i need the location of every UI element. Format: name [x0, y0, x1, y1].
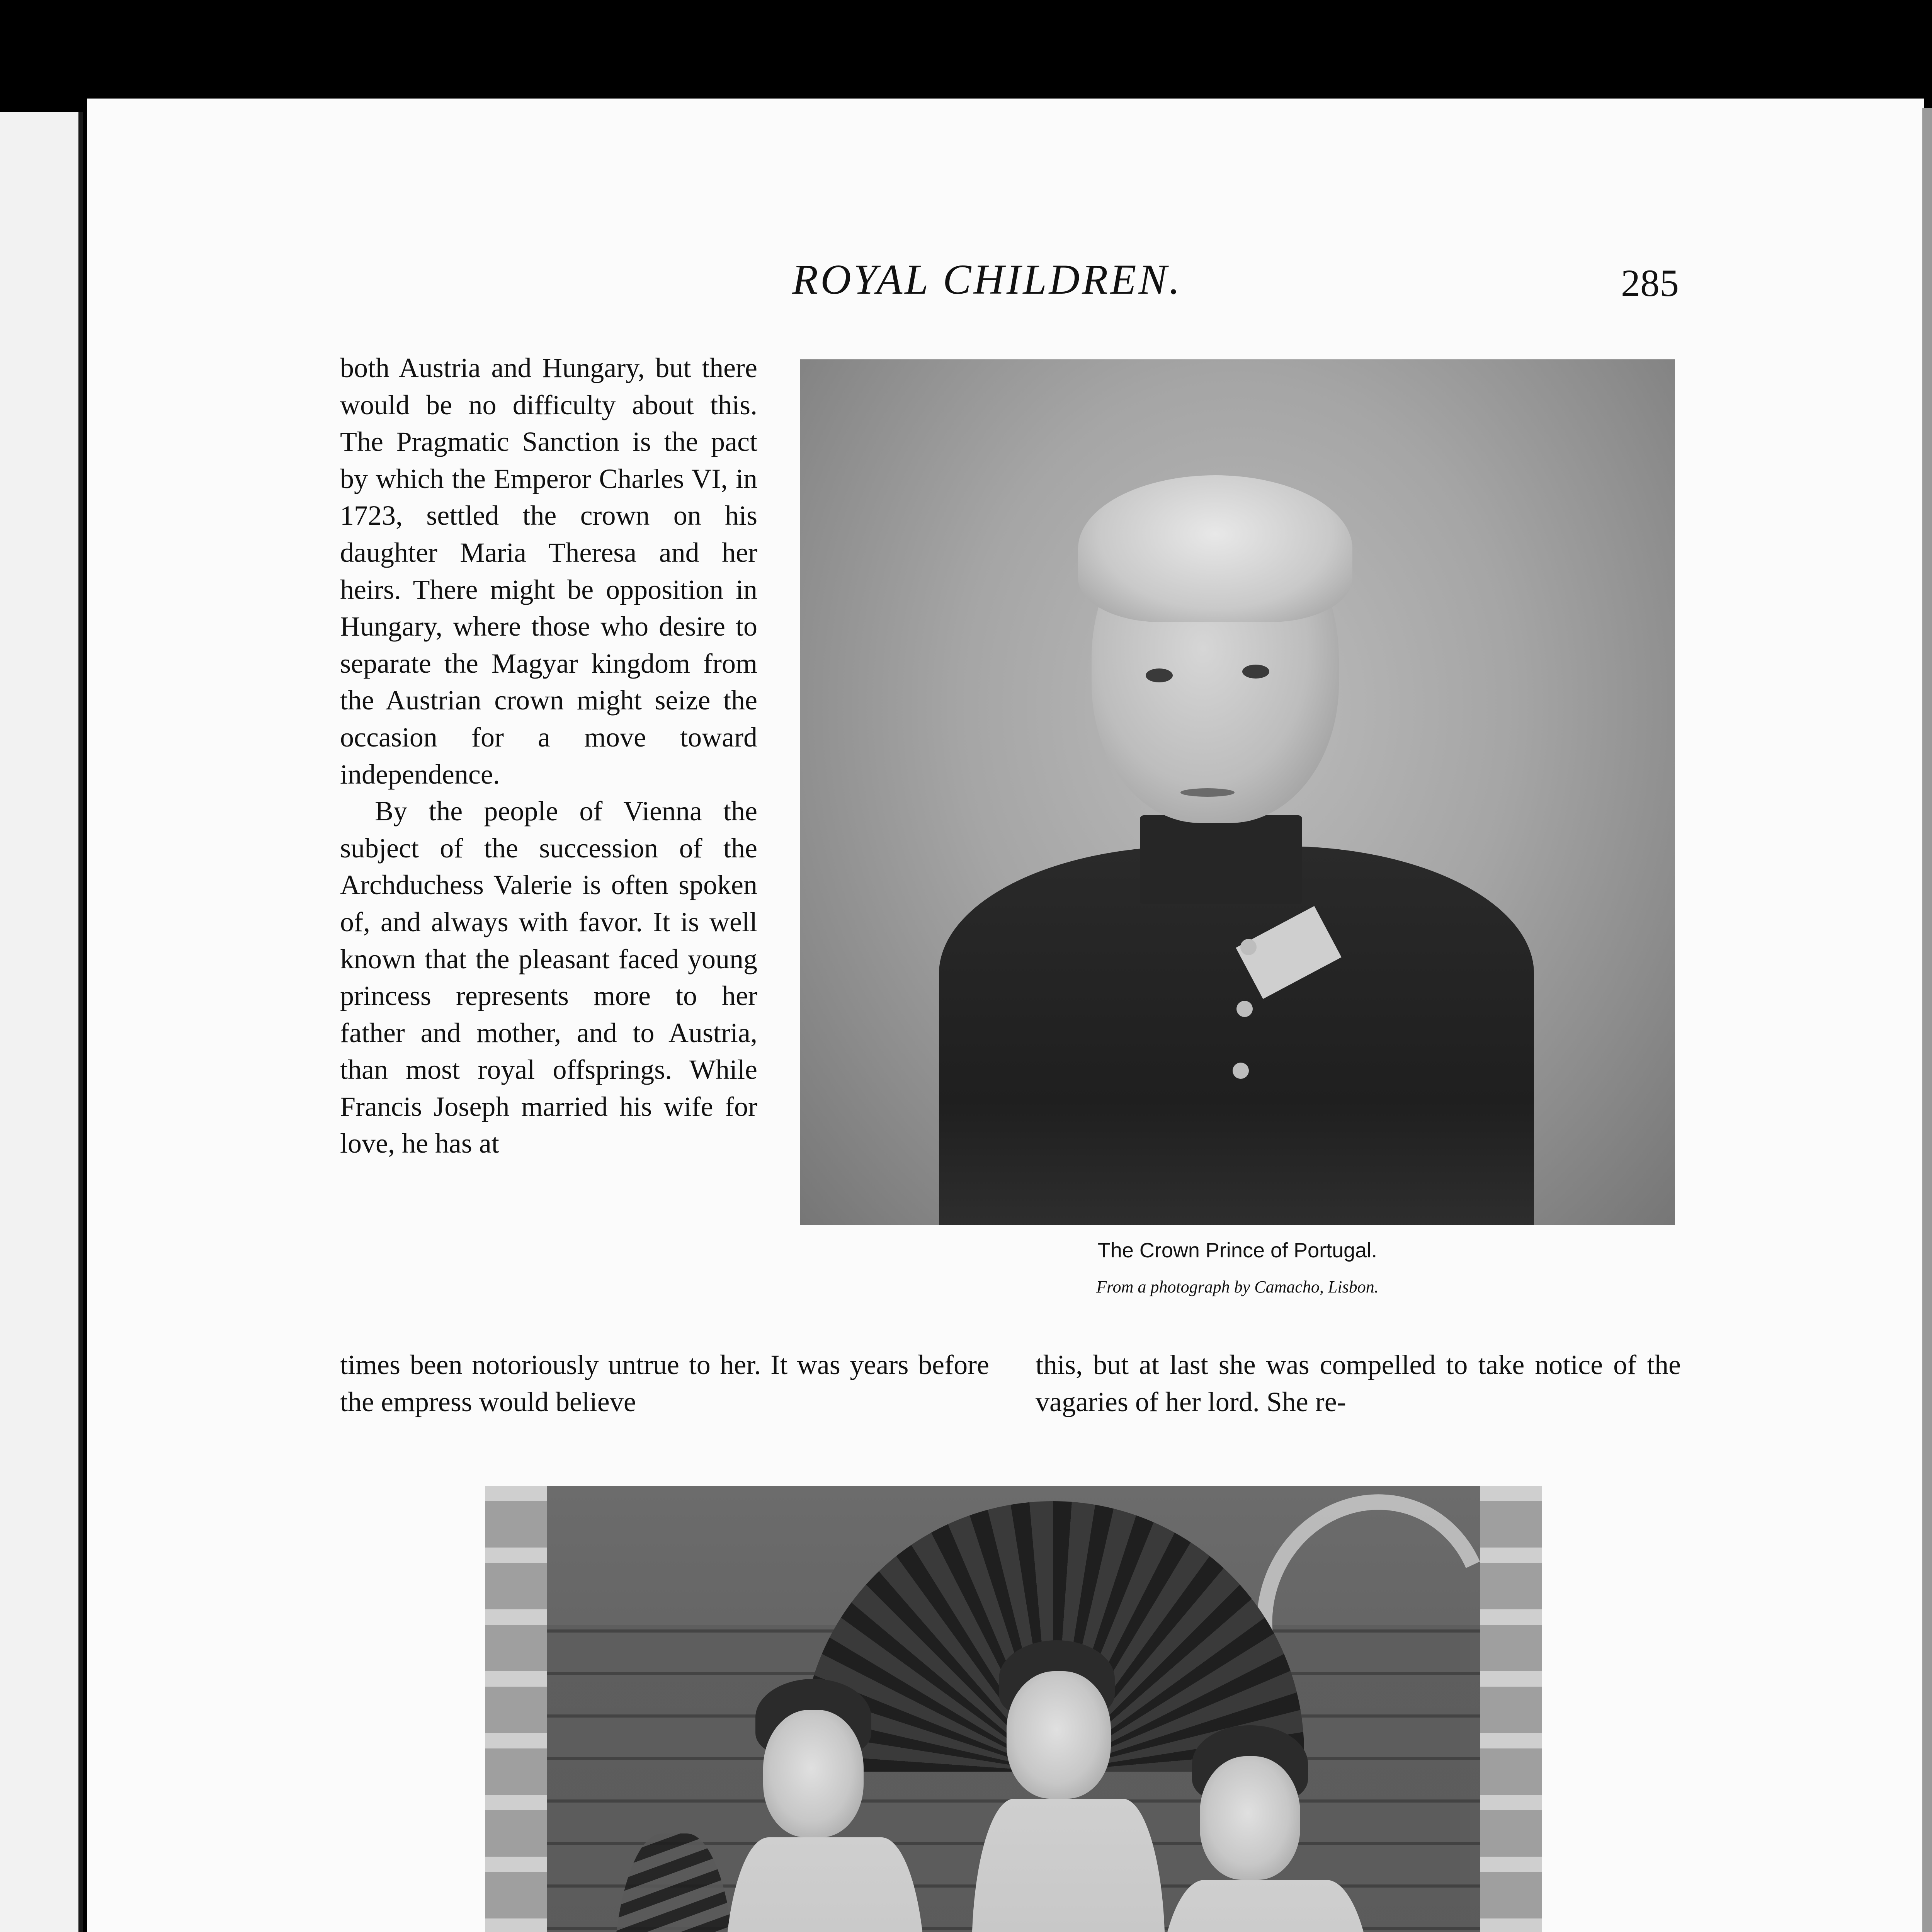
face [1007, 1671, 1111, 1799]
binding-gutter [78, 112, 83, 1932]
uniform-collar [1140, 815, 1302, 904]
figure-credit: From a photograph by Camacho, Lisbon. [1096, 1277, 1379, 1296]
bamboo-pillar-left [485, 1486, 547, 1932]
photo-crown-prince [800, 359, 1675, 1225]
face [1200, 1756, 1300, 1880]
button [1236, 1001, 1253, 1017]
photo-connaught-children [485, 1486, 1542, 1932]
kimono [972, 1799, 1165, 1932]
paragraph: times been notoriously untrue to her. It was years before the empress would believe [340, 1349, 989, 1417]
kimono [724, 1837, 925, 1932]
paragraph: both Austria and Hungary, but there would be no difficulty about this. The Pragmatic Sanction is the pact by which the Emperor Charles VI, in 1723, settled the crown on his daughter Maria Theresa and her heirs. There might be opposition in Hungary, where those who desire to separate the Magyar kingdom from the Austrian crown might seize the occasion for a move toward independence. [340, 352, 757, 790]
button [1233, 1063, 1249, 1079]
mouth [1180, 788, 1235, 797]
left-facing-page-edge [0, 112, 83, 1932]
running-title: ROYAL CHILDREN. [792, 256, 1182, 303]
paragraph: this, but at last she was compelled to take notice of the vagaries of her lord. She re- [1036, 1349, 1681, 1417]
bamboo-pillar-right [1480, 1486, 1542, 1932]
paragraph: By the people of Vienna the subject of the succession of the Archduchess Valerie is often spoken of, and always with favor. It is well known that the pleasant faced young princess represents more to her father and mother, and to Austria, than most royal offsprings. While Francis Joseph married his wife for love, he has at [340, 796, 757, 1159]
kimono [1157, 1880, 1374, 1932]
figure-caption: The Crown Prince of Portugal. [1097, 1239, 1378, 1262]
eye [1242, 665, 1269, 679]
text-block-bottom-left [340, 1347, 989, 1420]
button [1240, 939, 1257, 955]
page-stack-edge [1922, 108, 1932, 1932]
face [763, 1710, 864, 1837]
text-column-left [340, 350, 757, 1162]
eye [1146, 668, 1173, 682]
page-number: 285 [1621, 262, 1679, 304]
text-block-bottom-right [1036, 1347, 1681, 1420]
boy-hair [1078, 475, 1352, 622]
